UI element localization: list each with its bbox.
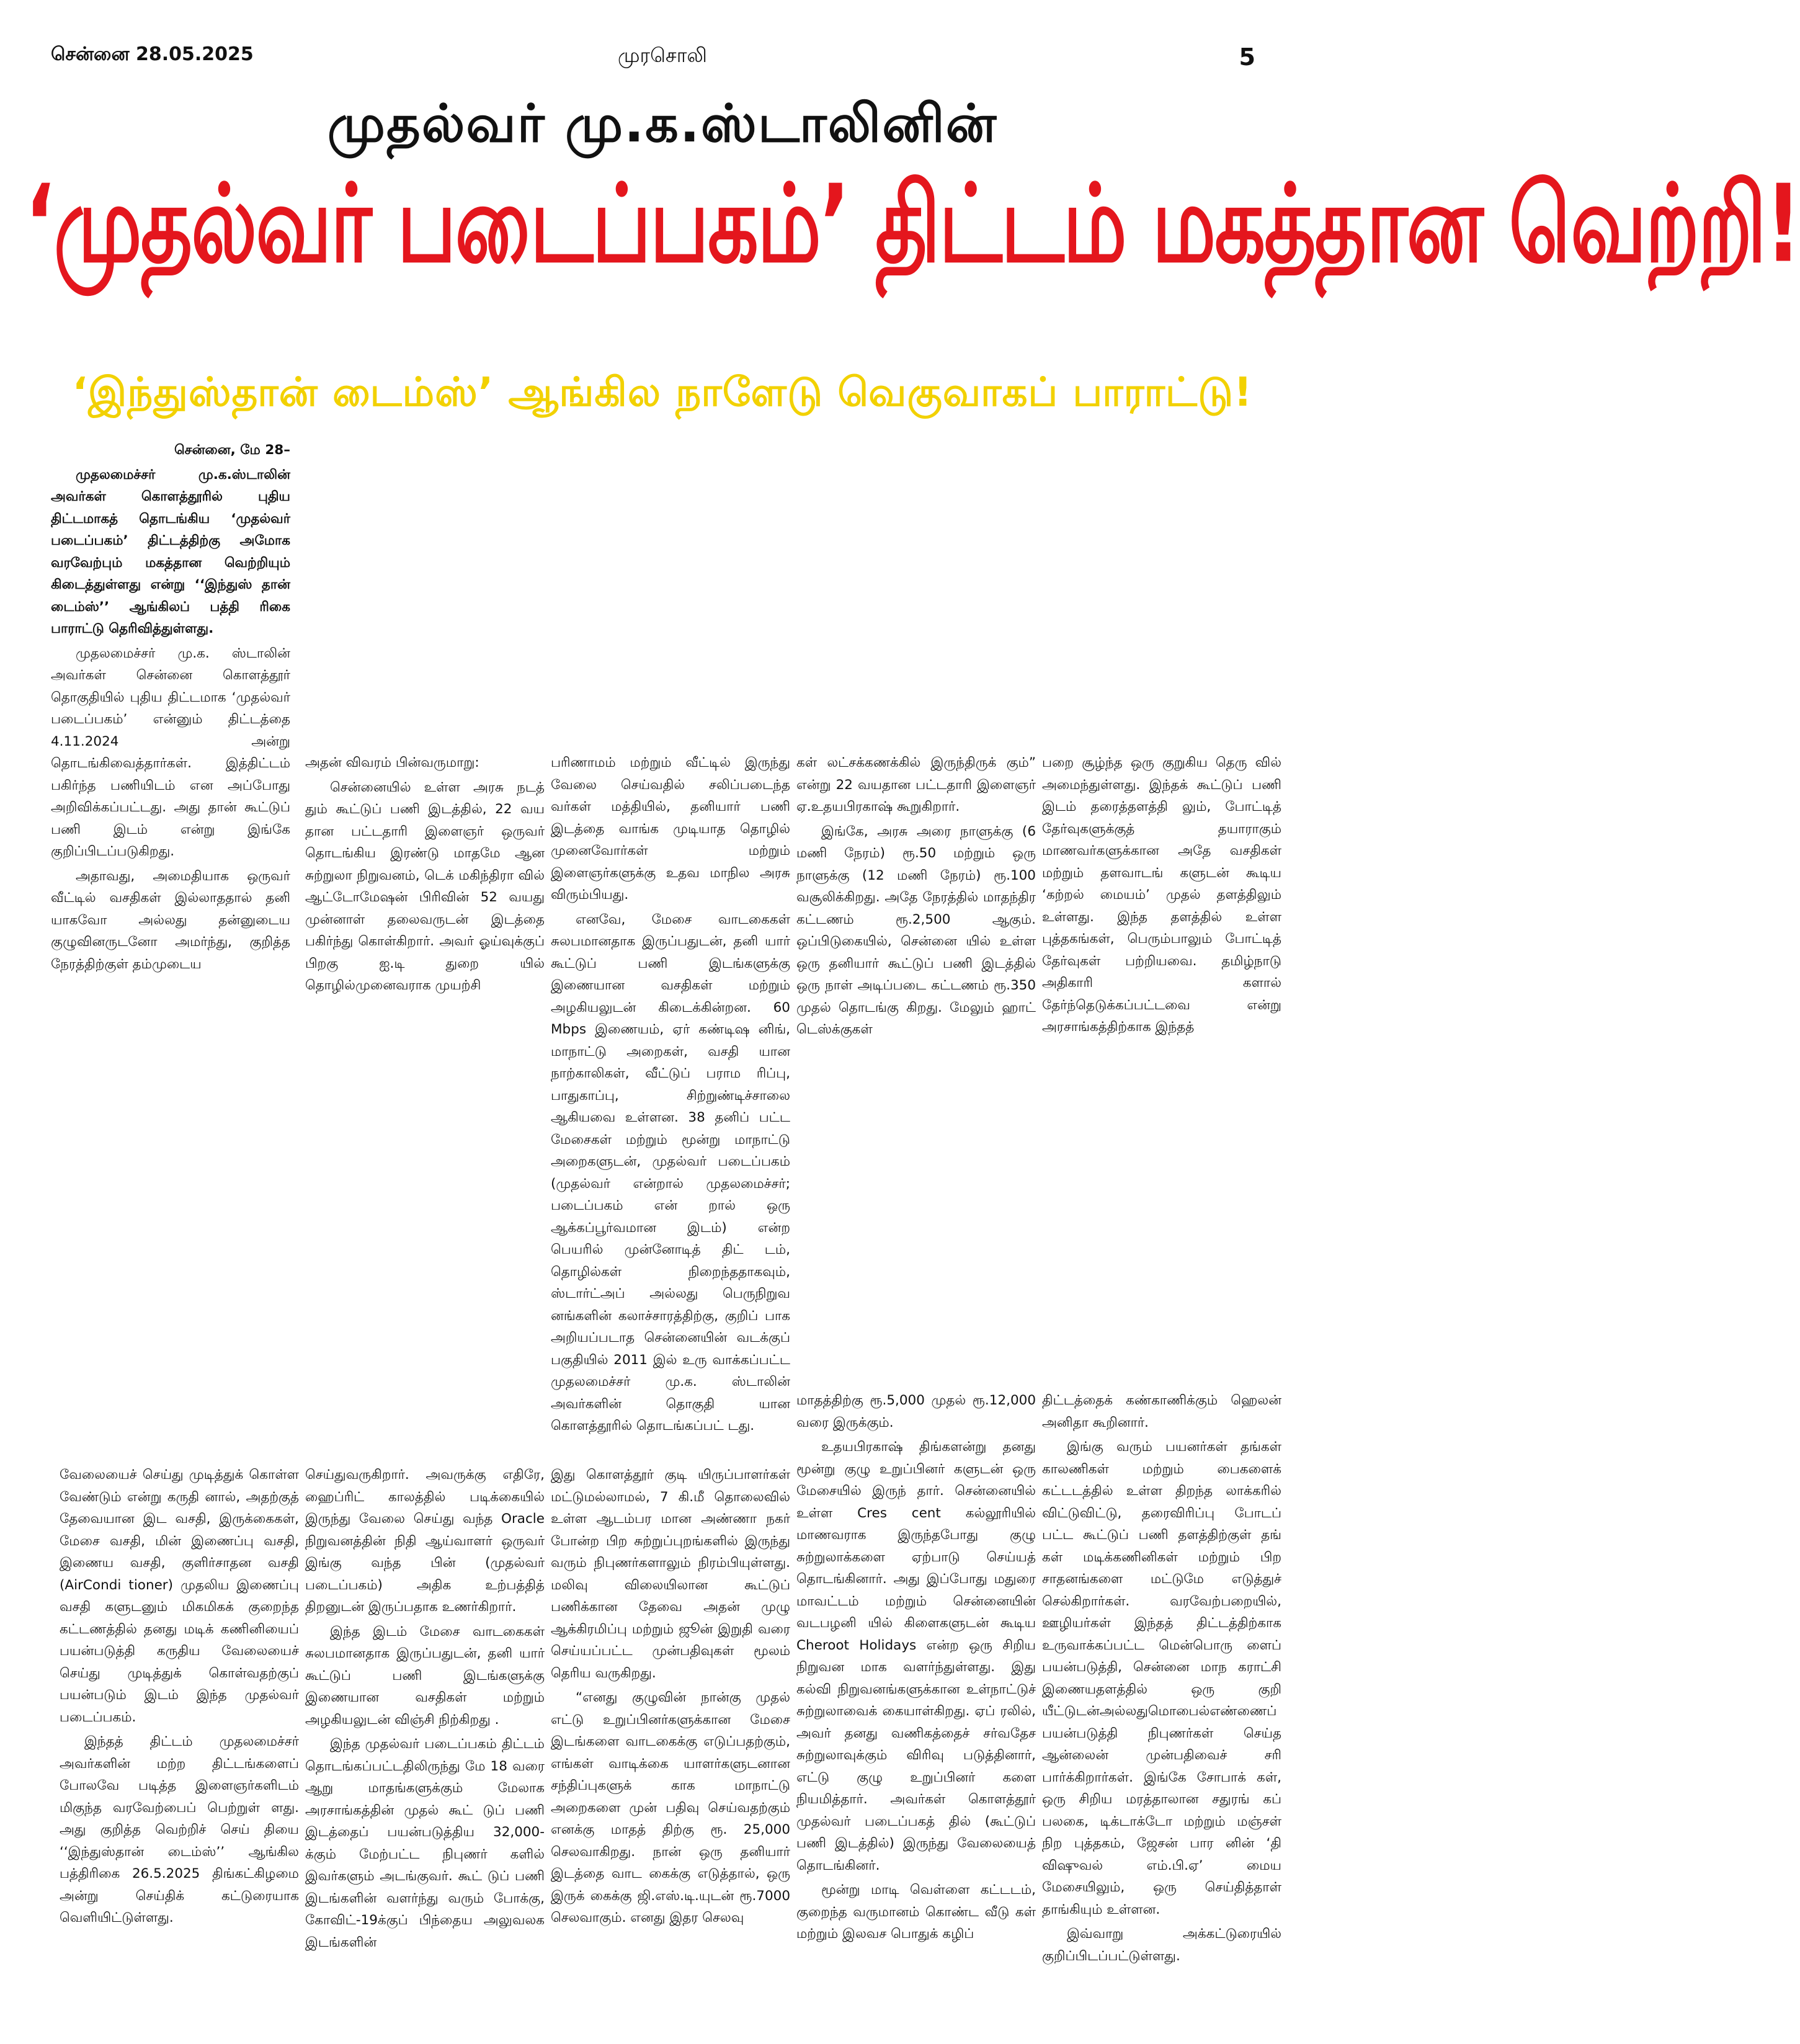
article-col2-top: [305, 752, 545, 999]
article-paragraph: “எனது குழுவின் நான்கு முதல் எட்டு உறுப்பினர்களுக்கான மேசை இடங்களை வாடகைக்கு எடுப்பதற்கும், எங்கள் வாடிக்கை யாளர்களுடனான சந்திப்புகளுக் காக மாநாட்டு அறைகளை முன் பதிவு செய்வதற்கும் எனக்கு மாதத் திற்கு ரூ. 25,000 செலவாகிறது. நான் ஒரு தனியார் இடத்தை வாட கைக்கு எடுத்தால், ஒரு இருக் கைக்கு ஜி.எஸ்.டி.யுடன் ரூ.7000 செலவாகும். எனது இதர செலவு: [551, 1690, 790, 1926]
newspaper-name: முரசொலி: [618, 43, 707, 67]
article-paragraph: வேலையைச் செய்து முடித்துக் கொள்ள வேண்டும் என்று கருதி னால், அதற்குத் தேவையான இட வசதி, இருக்கைகள், மேசை வசதி, மின் இணைப்பு வசதி, இணைய வசதி, குளிர்சாதன வசதி (AirCondi tioner) முதலிய இணைப்பு வசதி களுடனும் மிகமிகக் குறைந்த கட்டணத்தில் தனது மடிக் கணினியைப் பயன்படுத்தி கருதிய வேலையைச் செய்து முடித்துக் கொள்வதற்குப் பயன்படும் இடம் இந்த முதல்வர் படைப்பகம்.: [60, 1467, 299, 1725]
article-paragraph: இவ்வாறு அக்கட்டுரையில் குறிப்பிடப்பட்டுள்ளது.: [1042, 1926, 1281, 1964]
article-col3-top: [551, 752, 790, 1440]
article-paragraph: கள் லட்சக்கணக்கில் இருந்திருக் கும்” என்று 22 வயதான பட்டதாரி இளைஞர் ஏ.உதயபிரகாஷ் கூறுகிறார்.: [796, 755, 1036, 814]
article-paragraph: அதாவது, அமைதியாக ஒருவர் வீட்டில் வசதிகள் இல்லாததால் தனி யாகவோ அல்லது தன்னுடைய குழுவினருடனோ அமர்ந்து, குறித்த நேரத்திற்குள் தம்முடைய: [51, 868, 290, 972]
article-paragraph: சென்னையில் உள்ள அரசு நடத் தும் கூட்டுப் பணி இடத்தில், 22 வய தான பட்டதாரி இளைஞர் ஒருவர் தொடங்கிய இரண்டு மாதமே ஆன சுற்றுலா நிறுவனம், டெக் மகிந்திரா வில் ஆட்டோமேஷன் பிரிவின் 52 வயது முன்னாள் தலைவருடன் இடத்தை பகிர்ந்து கொள்கிறார். அவர் ஓய்வுக்குப் பிறகு ஐ.டி துறை யில் தொழில்முனைவராக முயற்சி: [305, 779, 545, 993]
article-paragraph: இங்கு வரும் பயனர்கள் தங்கள் காலணிகள் மற்றும் பைகளைக் கட்டடத்தில் உள்ள திறந்த லாக்கரில் விட்டுவிட்டு, தரைவிரிப்பு போடப் பட்ட கூட்டுப் பணி தளத்திற்குள் தங் கள் மடிக்கணினிகள் மற்றும் பிற சாதனங்களை மட்டுமே எடுத்துச் செல்கிறார்கள். வரவேற்பறையில், ஊழியர்கள் இந்தத் திட்டத்திற்காக உருவாக்கப்பட்ட மென்பொரு ளைப் பயன்படுத்தி, சென்னை மாந கராட்சி இணையதளத்தில் ஒரு குறி யீட்டுடன்அல்லதுமொபைல்எண்ணைப் பயன்படுத்தி நிபுணர்கள் செய்த ஆன்லைன் முன்பதிவைச் சரி பார்க்கிறார்கள். இங்கே சோபாக் கள், ஒரு சிறிய மரத்தாலான சதுரங் கப் பலகை, டிக்டாக்டோ மற்றும் மஞ்சள் நிற புத்தகம், ஜேசன் பார னின் ‘தி விஷுவல் எம்.பி.ஏ’ மைய மேசையிலும், ஒரு செய்தித்தாள் தாங்கியும் உள்ளன.: [1042, 1439, 1281, 1917]
article-paragraph: இந்த முதல்வர் படைப்பகம் திட்டம் தொடங்கப்பட்டதிலிருந்து மே 18 வரை ஆறு மாதங்களுக்கும் மேலாக அரசாங்கத்தின் முதல் கூட் டுப் பணி இடத்தைப் பயன்படுத்திய 32,000-க்கும் மேற்பட்ட நிபுணர் களில் இவர்களும் அடங்குவர். கூட் டுப் பணி இடங்களின் வளர்ந்து வரும் போக்கு, கோவிட்-19க்குப் பிந்தைய அலுவலக இடங்களின்: [305, 1736, 545, 1950]
article-col4-bottom: [796, 1390, 1036, 1948]
article-col2-bottom: [305, 1464, 545, 1956]
issue-date: சென்னை 28.05.2025: [51, 43, 254, 65]
dateline: சென்னை, மே 28–: [174, 442, 290, 458]
article-paragraph: மாதத்திற்கு ரூ.5,000 முதல் ரூ.12,000 வரை இருக்கும்.: [796, 1393, 1036, 1430]
headline-kicker: முதல்வர் மு.க.ஸ்டாலினின்: [327, 93, 998, 154]
article-paragraph: அதன் விவரம் பின்வருமாறு:: [305, 755, 479, 770]
article-paragraph: இங்கே, அரசு அரை நாளுக்கு (6 மணி நேரம்) ரூ.50 மற்றும் ஒரு நாளுக்கு (12 மணி நேரம்) ரூ.100 வசூலிக்கிறது. அதே நேரத்தில் மாதந்திர கட்டணம் ரூ.2,500 ஆகும். ஒப்பிடுகையில், சென்னை யில் உள்ள ஒரு தனியார் கூட்டுப் பணி இடத்தில் ஒரு நாள் அடிப்படை கட்டணம் ரூ.350 முதல் தொடங்கு கிறது. மேலும் ஹாட் டெஸ்க்குகள்: [796, 823, 1036, 1037]
main-headline: ‘முதல்வர் படைப்பகம்’ திட்டம் மகத்தான வெற்றி!: [25, 162, 1800, 287]
lead-paragraph: முதலமைச்சர் மு.க.ஸ்டாலின் அவர்கள் கொளத்தூரில் புதிய திட்டமாகத் தொடங்கிய ‘முதல்வர் படைப்பகம்’ திட்டத்திற்கு அமோக வரவேற்பும் மகத்தான வெற்றியும் கிடைத்துள்ளது என்று ‘‘இந்துஸ் தான் டைம்ஸ்’’ ஆங்கிலப் பத்தி ரிகை பாராட்டு தெரிவித்துள்ளது.: [51, 466, 290, 636]
article-paragraph: பறை சூழ்ந்த ஒரு குறுகிய தெரு வில் அமைந்துள்ளது. இந்தக் கூட்டுப் பணி இடம் தரைத்தளத்தி லும், போட்டித் தேர்வுகளுக்குத் தயாராகும் மாணவர்களுக்கான அதே வசதிகள் மற்றும் தளவாடங் களுடன் கூடிய ‘கற்றல் மையம்’ முதல் தளத்திலும் உள்ளது. இந்த தளத்தில் உள்ள புத்தகங்கள், பெரும்பாலும் போட்டித் தேர்வுகள் பற்றியவை. தமிழ்நாடு அதிகாரி களால் தேர்ந்தெடுக்கப்பட்டவை என்று அரசாங்கத்திற்காக இந்தத்: [1042, 755, 1281, 1035]
article-paragraph: இந்த இடம் மேசை வாடகைகள் சுலபமானதாக இருப்பதுடன், தனி யார் கூட்டுப் பணி இடங்களுக்கு இணையான வசதிகள் மற்றும் அழகியலுடன் விஞ்சி நிற்கிறது .: [305, 1623, 545, 1728]
article-paragraph: பரிணாமம் மற்றும் வீட்டில் இருந்து வேலை செய்வதில் சலிப்படைந்த வர்கள் மத்தியில், தனியார் பணி இடத்தை வாங்க முடியாத தொழில் முனைவோர்கள் மற்றும் இளைஞர்களுக்கு உதவ மாநில அரசு விரும்பியது.: [551, 755, 790, 903]
article-col3-bottom: [551, 1464, 790, 1932]
article-col1-top: [51, 439, 290, 978]
sub-headline: ‘இந்துஸ்தான் டைம்ஸ்’ ஆங்கில நாளேடு வெகுவாகப் பாராட்டு!: [72, 370, 1253, 416]
article-col5-top: [1042, 752, 1281, 1041]
article-paragraph: இந்தத் திட்டம் முதலமைச்சர் அவர்களின் மற்ற திட்டங்களைப் போலவே படித்த இளைஞர்களிடம் மிகுந்த வரவேற்பைப் பெற்றுள் ளது. அது குறித்த வெற்றிச் செய் தியை ‘‘இந்துஸ்தான் டைம்ஸ்’’ ஆங்கில பத்திரிகை 26.5.2025 திங்கட்கிழமை அன்று செய்திக் கட்டுரையாக வெளியிட்டுள்ளது.: [60, 1734, 299, 1926]
article-paragraph: இது கொளத்தூர் குடி யிருப்பாளர்கள் மட்டுமல்லாமல், 7 கி.மீ தொலைவில் உள்ள ஆடம்பர மான அண்ணா நகர் போன்ற பிற சுற்றுப்புறங்களில் இருந்து வரும் நிபுணர்களாலும் நிரம்பியுள்ளது. மலிவு விலையிலான கூட்டுப் பணிக்கான தேவை அதன் முழு ஆக்கிரமிப்பு மற்றும் ஜூன் இறுதி வரை செய்யப்பட்ட முன்பதிவுகள் மூலம் தெரிய வருகிறது.: [551, 1467, 790, 1681]
article-paragraph: திட்டத்தைக் கண்காணிக்கும் ஹெலன் அனிதா கூறினார்.: [1042, 1393, 1281, 1430]
article-paragraph: எனவே, மேசை வாடகைகள் சுலபமானதாக இருப்பதுடன், தனி யார் கூட்டுப் பணி இடங்களுக்கு இணையான வசதிகள் மற்றும் அழகியலுடன் கிடைக்கின்றன. 60 Mbps இணையம், ஏர் கண்டிஷ னிங், மாநாட்டு அறைகள், வசதி யான நாற்காலிகள், வீட்டுப் பராம ரிப்பு, பாதுகாப்பு, சிற்றுண்டிச்சாலை ஆகியவை உள்ளன. 38 தனிப் பட்ட மேசைகள் மற்றும் மூன்று மாநாட்டு அறைகளுடன், முதல்வர் படைப்பகம் (முதல்வர் என்றால் முதலமைச்சர்; படைப்பகம் என் றால் ஒரு ஆக்கப்பூர்வமான இடம்) என்ற பெயரில் முன்னோடித் திட் டம், தொழில்கள் நிறைந்ததாகவும், ஸ்டார்ட்அப் அல்லது பெருநிறுவ னங்களின் கலாச்சாரத்திற்கு, குறிப் பாக அறியப்படாத சென்னையின் வடக்குப் பகுதியில் 2011 இல் உரு வாக்கப்பட்ட முதலமைச்சர் மு.க. ஸ்டாலின் அவர்களின் தொகுதி யான கொளத்தூரில் தொடங்கப்பட் டது.: [551, 911, 790, 1434]
article-paragraph: உதயபிரகாஷ் திங்களன்று தனது மூன்று குழு உறுப்பினர் களுடன் ஒரு மேசையில் இருந் தார். சென்னையில் உள்ள Cres cent கல்லூரியில் மாணவராக இருந்தபோது குழு சுற்றுலாக்களை ஏற்பாடு செய்யத் தொடங்கினார். அது இப்போது மதுரை மாவட்டம் மற்றும் சென்னையின் வடபழனி யில் கிளைகளுடன் கூடிய Cheroot Holidays என்ற ஒரு சிறிய நிறுவன மாக வளர்ந்துள்ளது. இது கல்வி நிறுவனங்களுக்கான உள்நாட்டுச் சுற்றுலாவைக் கையாள்கிறது. ஏப் ரலில், அவர் தனது வணிகத்தைச் சர்வதேச சுற்றுலாவுக்கும் விரிவு படுத்தினார், எட்டு குழு உறுப்பினர் களை நியமித்தார். அவர்கள் கொளத்தூர் முதல்வர் படைப்பகத் தில் (கூட்டுப் பணி இடத்தில்) இருந்து வேலையைத் தொடங்கினர்.: [796, 1439, 1036, 1873]
article-col5-bottom: [1042, 1390, 1281, 1970]
article-paragraph: செய்துவருகிறார். அவருக்கு எதிரே, ஹைப்ரிட் காலத்தில் படிக்கையில் இருந்து வேலை செய்து வந்த Oracle நிறுவனத்தின் நிதி ஆய்வாளர் ஒருவர் இங்கு வந்த பின் (முதல்வர் படைப்பகம்) அதிக உற்பத்தித் திறனுடன் இருப்பதாக உணர்கிறார்.: [305, 1467, 545, 1615]
article-col4-top: [796, 752, 1036, 1043]
page-number: 5: [1239, 43, 1255, 71]
article-col1-bottom: [60, 1464, 299, 1932]
article-paragraph: மூன்று மாடி வெள்ளை கட்டடம், குறைந்த வருமானம் கொண்ட வீடு கள் மற்றும் இலவச பொதுக் கழிப்: [796, 1882, 1036, 1942]
article-paragraph: முதலமைச்சர் மு.க. ஸ்டாலின் அவர்கள் சென்னை கொளத்தூர் தொகுதியில் புதிய திட்டமாக ‘முதல்வர் படைப்பகம்’ என்னும் திட்டத்தை 4.11.2024 அன்று தொடங்கிவைத்தார்கள். இத்திட்டம் பகிர்ந்த பணியிடம் என அப்போது அறிவிக்கப்பட்டது. அது தான் கூட்டுப் பணி இடம் என்று இங்கே குறிப்பிடப்படுகிறது.: [51, 645, 290, 859]
